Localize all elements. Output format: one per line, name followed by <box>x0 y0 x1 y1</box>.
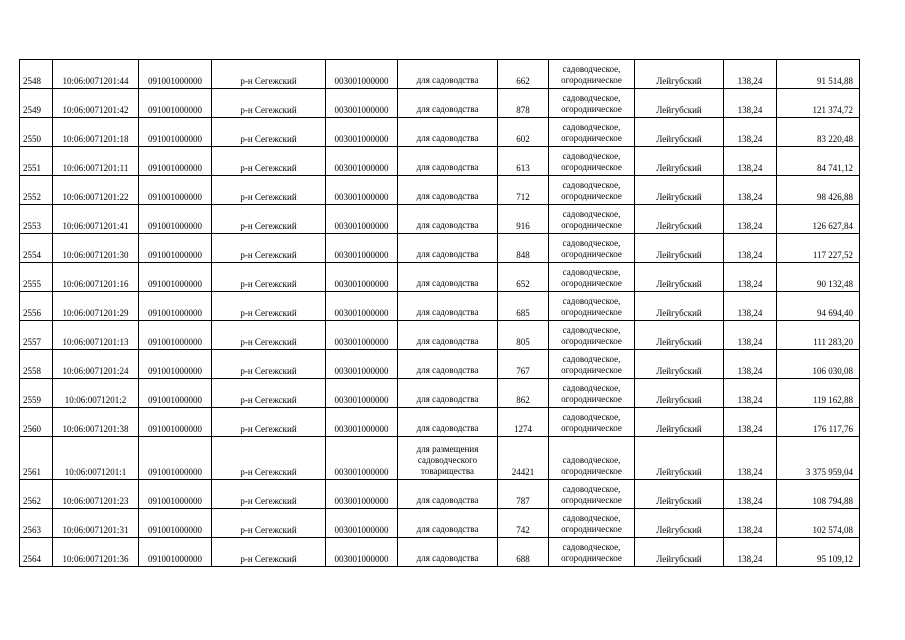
specific-value-cell: 138,24 <box>724 350 777 379</box>
oktmo-code-cell: 091001000000 <box>139 60 212 89</box>
locality-cell: Лейгубский <box>635 437 724 480</box>
permitted-use-cell: для садоводства <box>398 263 498 292</box>
table-row <box>20 538 860 567</box>
cadastral-value-cell: 91 514,88 <box>777 60 860 89</box>
category-cell: садоводческое, огородническое <box>549 263 635 292</box>
specific-value-cell: 138,24 <box>724 89 777 118</box>
table-row <box>20 408 860 437</box>
category-cell: садоводческое, огородническое <box>549 234 635 263</box>
district-cell: р-н Сегежский <box>212 176 326 205</box>
specific-value-cell: 138,24 <box>724 538 777 567</box>
cadastral-number-cell: 10:06:0071201:1 <box>53 437 139 480</box>
cadastral-number-cell: 10:06:0071201:18 <box>53 118 139 147</box>
row-number-cell: 2558 <box>20 350 53 379</box>
category-cell: садоводческое, огородническое <box>549 118 635 147</box>
locality-cell: Лейгубский <box>635 234 724 263</box>
oktmo-code-cell: 091001000000 <box>139 147 212 176</box>
district-cell: р-н Сегежский <box>212 147 326 176</box>
cadastral-number-cell: 10:06:0071201:38 <box>53 408 139 437</box>
table-row <box>20 118 860 147</box>
locality-cell: Лейгубский <box>635 60 724 89</box>
cadastral-value-cell: 117 227,52 <box>777 234 860 263</box>
permitted-use-cell: для садоводства <box>398 408 498 437</box>
district-cell: р-н Сегежский <box>212 118 326 147</box>
locality-cell: Лейгубский <box>635 321 724 350</box>
oktmo-code-cell: 091001000000 <box>139 292 212 321</box>
row-number-cell: 2548 <box>20 60 53 89</box>
permitted-use-cell: для садоводства <box>398 147 498 176</box>
okato-code-cell: 003001000000 <box>326 480 398 509</box>
cadastral-number-cell: 10:06:0071201:41 <box>53 205 139 234</box>
locality-cell: Лейгубский <box>635 118 724 147</box>
cadastral-value-cell: 106 030,08 <box>777 350 860 379</box>
locality-cell: Лейгубский <box>635 480 724 509</box>
category-cell: садоводческое, огородническое <box>549 437 635 480</box>
okato-code-cell: 003001000000 <box>326 60 398 89</box>
row-number-cell: 2557 <box>20 321 53 350</box>
district-cell: р-н Сегежский <box>212 234 326 263</box>
permitted-use-cell: для размещения садоводческого товарищества <box>398 437 498 480</box>
okato-code-cell: 003001000000 <box>326 408 398 437</box>
category-cell: садоводческое, огородническое <box>549 60 635 89</box>
area-cell: 878 <box>498 89 549 118</box>
cadastral-number-cell: 10:06:0071201:22 <box>53 176 139 205</box>
cadastral-number-cell: 10:06:0071201:29 <box>53 292 139 321</box>
oktmo-code-cell: 091001000000 <box>139 205 212 234</box>
area-cell: 652 <box>498 263 549 292</box>
cadastral-number-cell: 10:06:0071201:16 <box>53 263 139 292</box>
specific-value-cell: 138,24 <box>724 118 777 147</box>
category-cell: садоводческое, огородническое <box>549 538 635 567</box>
oktmo-code-cell: 091001000000 <box>139 234 212 263</box>
locality-cell: Лейгубский <box>635 292 724 321</box>
area-cell: 848 <box>498 234 549 263</box>
table-row <box>20 292 860 321</box>
row-number-cell: 2551 <box>20 147 53 176</box>
okato-code-cell: 003001000000 <box>326 321 398 350</box>
area-cell: 742 <box>498 509 549 538</box>
permitted-use-cell: для садоводства <box>398 350 498 379</box>
okato-code-cell: 003001000000 <box>326 350 398 379</box>
permitted-use-cell: для садоводства <box>398 538 498 567</box>
cadastral-value-cell: 3 375 959,04 <box>777 437 860 480</box>
table-row <box>20 205 860 234</box>
category-cell: садоводческое, огородническое <box>549 89 635 118</box>
specific-value-cell: 138,24 <box>724 379 777 408</box>
oktmo-code-cell: 091001000000 <box>139 89 212 118</box>
area-cell: 685 <box>498 292 549 321</box>
table-row <box>20 379 860 408</box>
cadastral-value-cell: 108 794,88 <box>777 480 860 509</box>
locality-cell: Лейгубский <box>635 408 724 437</box>
specific-value-cell: 138,24 <box>724 292 777 321</box>
table-row <box>20 321 860 350</box>
row-number-cell: 2549 <box>20 89 53 118</box>
row-number-cell: 2561 <box>20 437 53 480</box>
area-cell: 662 <box>498 60 549 89</box>
cadastral-value-cell: 121 374,72 <box>777 89 860 118</box>
permitted-use-cell: для садоводства <box>398 321 498 350</box>
locality-cell: Лейгубский <box>635 205 724 234</box>
category-cell: садоводческое, огородническое <box>549 509 635 538</box>
cadastral-number-cell: 10:06:0071201:13 <box>53 321 139 350</box>
permitted-use-cell: для садоводства <box>398 509 498 538</box>
row-number-cell: 2553 <box>20 205 53 234</box>
category-cell: садоводческое, огородническое <box>549 292 635 321</box>
row-number-cell: 2560 <box>20 408 53 437</box>
specific-value-cell: 138,24 <box>724 408 777 437</box>
okato-code-cell: 003001000000 <box>326 234 398 263</box>
cadastral-value-cell: 119 162,88 <box>777 379 860 408</box>
cadastral-value-cell: 94 694,40 <box>777 292 860 321</box>
document-page <box>19 59 860 567</box>
district-cell: р-н Сегежский <box>212 263 326 292</box>
okato-code-cell: 003001000000 <box>326 538 398 567</box>
district-cell: р-н Сегежский <box>212 89 326 118</box>
table-body <box>20 60 860 567</box>
table-row <box>20 89 860 118</box>
area-cell: 613 <box>498 147 549 176</box>
district-cell: р-н Сегежский <box>212 321 326 350</box>
oktmo-code-cell: 091001000000 <box>139 480 212 509</box>
cadastral-value-cell: 84 741,12 <box>777 147 860 176</box>
district-cell: р-н Сегежский <box>212 205 326 234</box>
permitted-use-cell: для садоводства <box>398 176 498 205</box>
specific-value-cell: 138,24 <box>724 234 777 263</box>
row-number-cell: 2556 <box>20 292 53 321</box>
permitted-use-cell: для садоводства <box>398 292 498 321</box>
district-cell: р-н Сегежский <box>212 538 326 567</box>
locality-cell: Лейгубский <box>635 538 724 567</box>
cadastral-number-cell: 10:06:0071201:44 <box>53 60 139 89</box>
table-row <box>20 147 860 176</box>
okato-code-cell: 003001000000 <box>326 176 398 205</box>
permitted-use-cell: для садоводства <box>398 379 498 408</box>
specific-value-cell: 138,24 <box>724 263 777 292</box>
permitted-use-cell: для садоводства <box>398 89 498 118</box>
specific-value-cell: 138,24 <box>724 321 777 350</box>
area-cell: 862 <box>498 379 549 408</box>
okato-code-cell: 003001000000 <box>326 437 398 480</box>
specific-value-cell: 138,24 <box>724 509 777 538</box>
okato-code-cell: 003001000000 <box>326 379 398 408</box>
area-cell: 805 <box>498 321 549 350</box>
category-cell: садоводческое, огородническое <box>549 321 635 350</box>
row-number-cell: 2552 <box>20 176 53 205</box>
oktmo-code-cell: 091001000000 <box>139 176 212 205</box>
row-number-cell: 2554 <box>20 234 53 263</box>
okato-code-cell: 003001000000 <box>326 147 398 176</box>
okato-code-cell: 003001000000 <box>326 509 398 538</box>
area-cell: 916 <box>498 205 549 234</box>
table-row <box>20 234 860 263</box>
district-cell: р-н Сегежский <box>212 350 326 379</box>
district-cell: р-н Сегежский <box>212 509 326 538</box>
category-cell: садоводческое, огородническое <box>549 379 635 408</box>
cadastral-number-cell: 10:06:0071201:2 <box>53 379 139 408</box>
okato-code-cell: 003001000000 <box>326 89 398 118</box>
locality-cell: Лейгубский <box>635 176 724 205</box>
category-cell: садоводческое, огородническое <box>549 350 635 379</box>
land-plots-table <box>19 59 860 567</box>
permitted-use-cell: для садоводства <box>398 60 498 89</box>
district-cell: р-н Сегежский <box>212 437 326 480</box>
locality-cell: Лейгубский <box>635 147 724 176</box>
cadastral-number-cell: 10:06:0071201:42 <box>53 89 139 118</box>
area-cell: 1274 <box>498 408 549 437</box>
row-number-cell: 2555 <box>20 263 53 292</box>
oktmo-code-cell: 091001000000 <box>139 408 212 437</box>
cadastral-number-cell: 10:06:0071201:30 <box>53 234 139 263</box>
cadastral-number-cell: 10:06:0071201:11 <box>53 147 139 176</box>
specific-value-cell: 138,24 <box>724 176 777 205</box>
okato-code-cell: 003001000000 <box>326 263 398 292</box>
oktmo-code-cell: 091001000000 <box>139 350 212 379</box>
area-cell: 688 <box>498 538 549 567</box>
permitted-use-cell: для садоводства <box>398 118 498 147</box>
okato-code-cell: 003001000000 <box>326 118 398 147</box>
cadastral-value-cell: 102 574,08 <box>777 509 860 538</box>
row-number-cell: 2562 <box>20 480 53 509</box>
table-row <box>20 480 860 509</box>
cadastral-value-cell: 83 220,48 <box>777 118 860 147</box>
oktmo-code-cell: 091001000000 <box>139 509 212 538</box>
area-cell: 712 <box>498 176 549 205</box>
table-row <box>20 437 860 480</box>
locality-cell: Лейгубский <box>635 509 724 538</box>
locality-cell: Лейгубский <box>635 350 724 379</box>
oktmo-code-cell: 091001000000 <box>139 437 212 480</box>
okato-code-cell: 003001000000 <box>326 292 398 321</box>
table-row <box>20 60 860 89</box>
category-cell: садоводческое, огородническое <box>549 205 635 234</box>
category-cell: садоводческое, огородническое <box>549 408 635 437</box>
cadastral-value-cell: 98 426,88 <box>777 176 860 205</box>
oktmo-code-cell: 091001000000 <box>139 321 212 350</box>
area-cell: 787 <box>498 480 549 509</box>
cadastral-value-cell: 176 117,76 <box>777 408 860 437</box>
cadastral-number-cell: 10:06:0071201:24 <box>53 350 139 379</box>
table-row <box>20 509 860 538</box>
table-row <box>20 263 860 292</box>
cadastral-number-cell: 10:06:0071201:31 <box>53 509 139 538</box>
district-cell: р-н Сегежский <box>212 480 326 509</box>
category-cell: садоводческое, огородническое <box>549 147 635 176</box>
cadastral-value-cell: 90 132,48 <box>777 263 860 292</box>
specific-value-cell: 138,24 <box>724 437 777 480</box>
permitted-use-cell: для садоводства <box>398 480 498 509</box>
area-cell: 602 <box>498 118 549 147</box>
oktmo-code-cell: 091001000000 <box>139 538 212 567</box>
area-cell: 24421 <box>498 437 549 480</box>
oktmo-code-cell: 091001000000 <box>139 263 212 292</box>
specific-value-cell: 138,24 <box>724 480 777 509</box>
row-number-cell: 2550 <box>20 118 53 147</box>
category-cell: садоводческое, огородническое <box>549 176 635 205</box>
district-cell: р-н Сегежский <box>212 379 326 408</box>
row-number-cell: 2559 <box>20 379 53 408</box>
district-cell: р-н Сегежский <box>212 60 326 89</box>
specific-value-cell: 138,24 <box>724 205 777 234</box>
district-cell: р-н Сегежский <box>212 408 326 437</box>
cadastral-value-cell: 95 109,12 <box>777 538 860 567</box>
cadastral-value-cell: 126 627,84 <box>777 205 860 234</box>
oktmo-code-cell: 091001000000 <box>139 118 212 147</box>
category-cell: садоводческое, огородническое <box>549 480 635 509</box>
district-cell: р-н Сегежский <box>212 292 326 321</box>
cadastral-number-cell: 10:06:0071201:23 <box>53 480 139 509</box>
locality-cell: Лейгубский <box>635 263 724 292</box>
okato-code-cell: 003001000000 <box>326 205 398 234</box>
row-number-cell: 2564 <box>20 538 53 567</box>
cadastral-number-cell: 10:06:0071201:36 <box>53 538 139 567</box>
table-row <box>20 350 860 379</box>
specific-value-cell: 138,24 <box>724 147 777 176</box>
specific-value-cell: 138,24 <box>724 60 777 89</box>
permitted-use-cell: для садоводства <box>398 205 498 234</box>
row-number-cell: 2563 <box>20 509 53 538</box>
table-row <box>20 176 860 205</box>
permitted-use-cell: для садоводства <box>398 234 498 263</box>
oktmo-code-cell: 091001000000 <box>139 379 212 408</box>
area-cell: 767 <box>498 350 549 379</box>
cadastral-value-cell: 111 283,20 <box>777 321 860 350</box>
locality-cell: Лейгубский <box>635 89 724 118</box>
locality-cell: Лейгубский <box>635 379 724 408</box>
